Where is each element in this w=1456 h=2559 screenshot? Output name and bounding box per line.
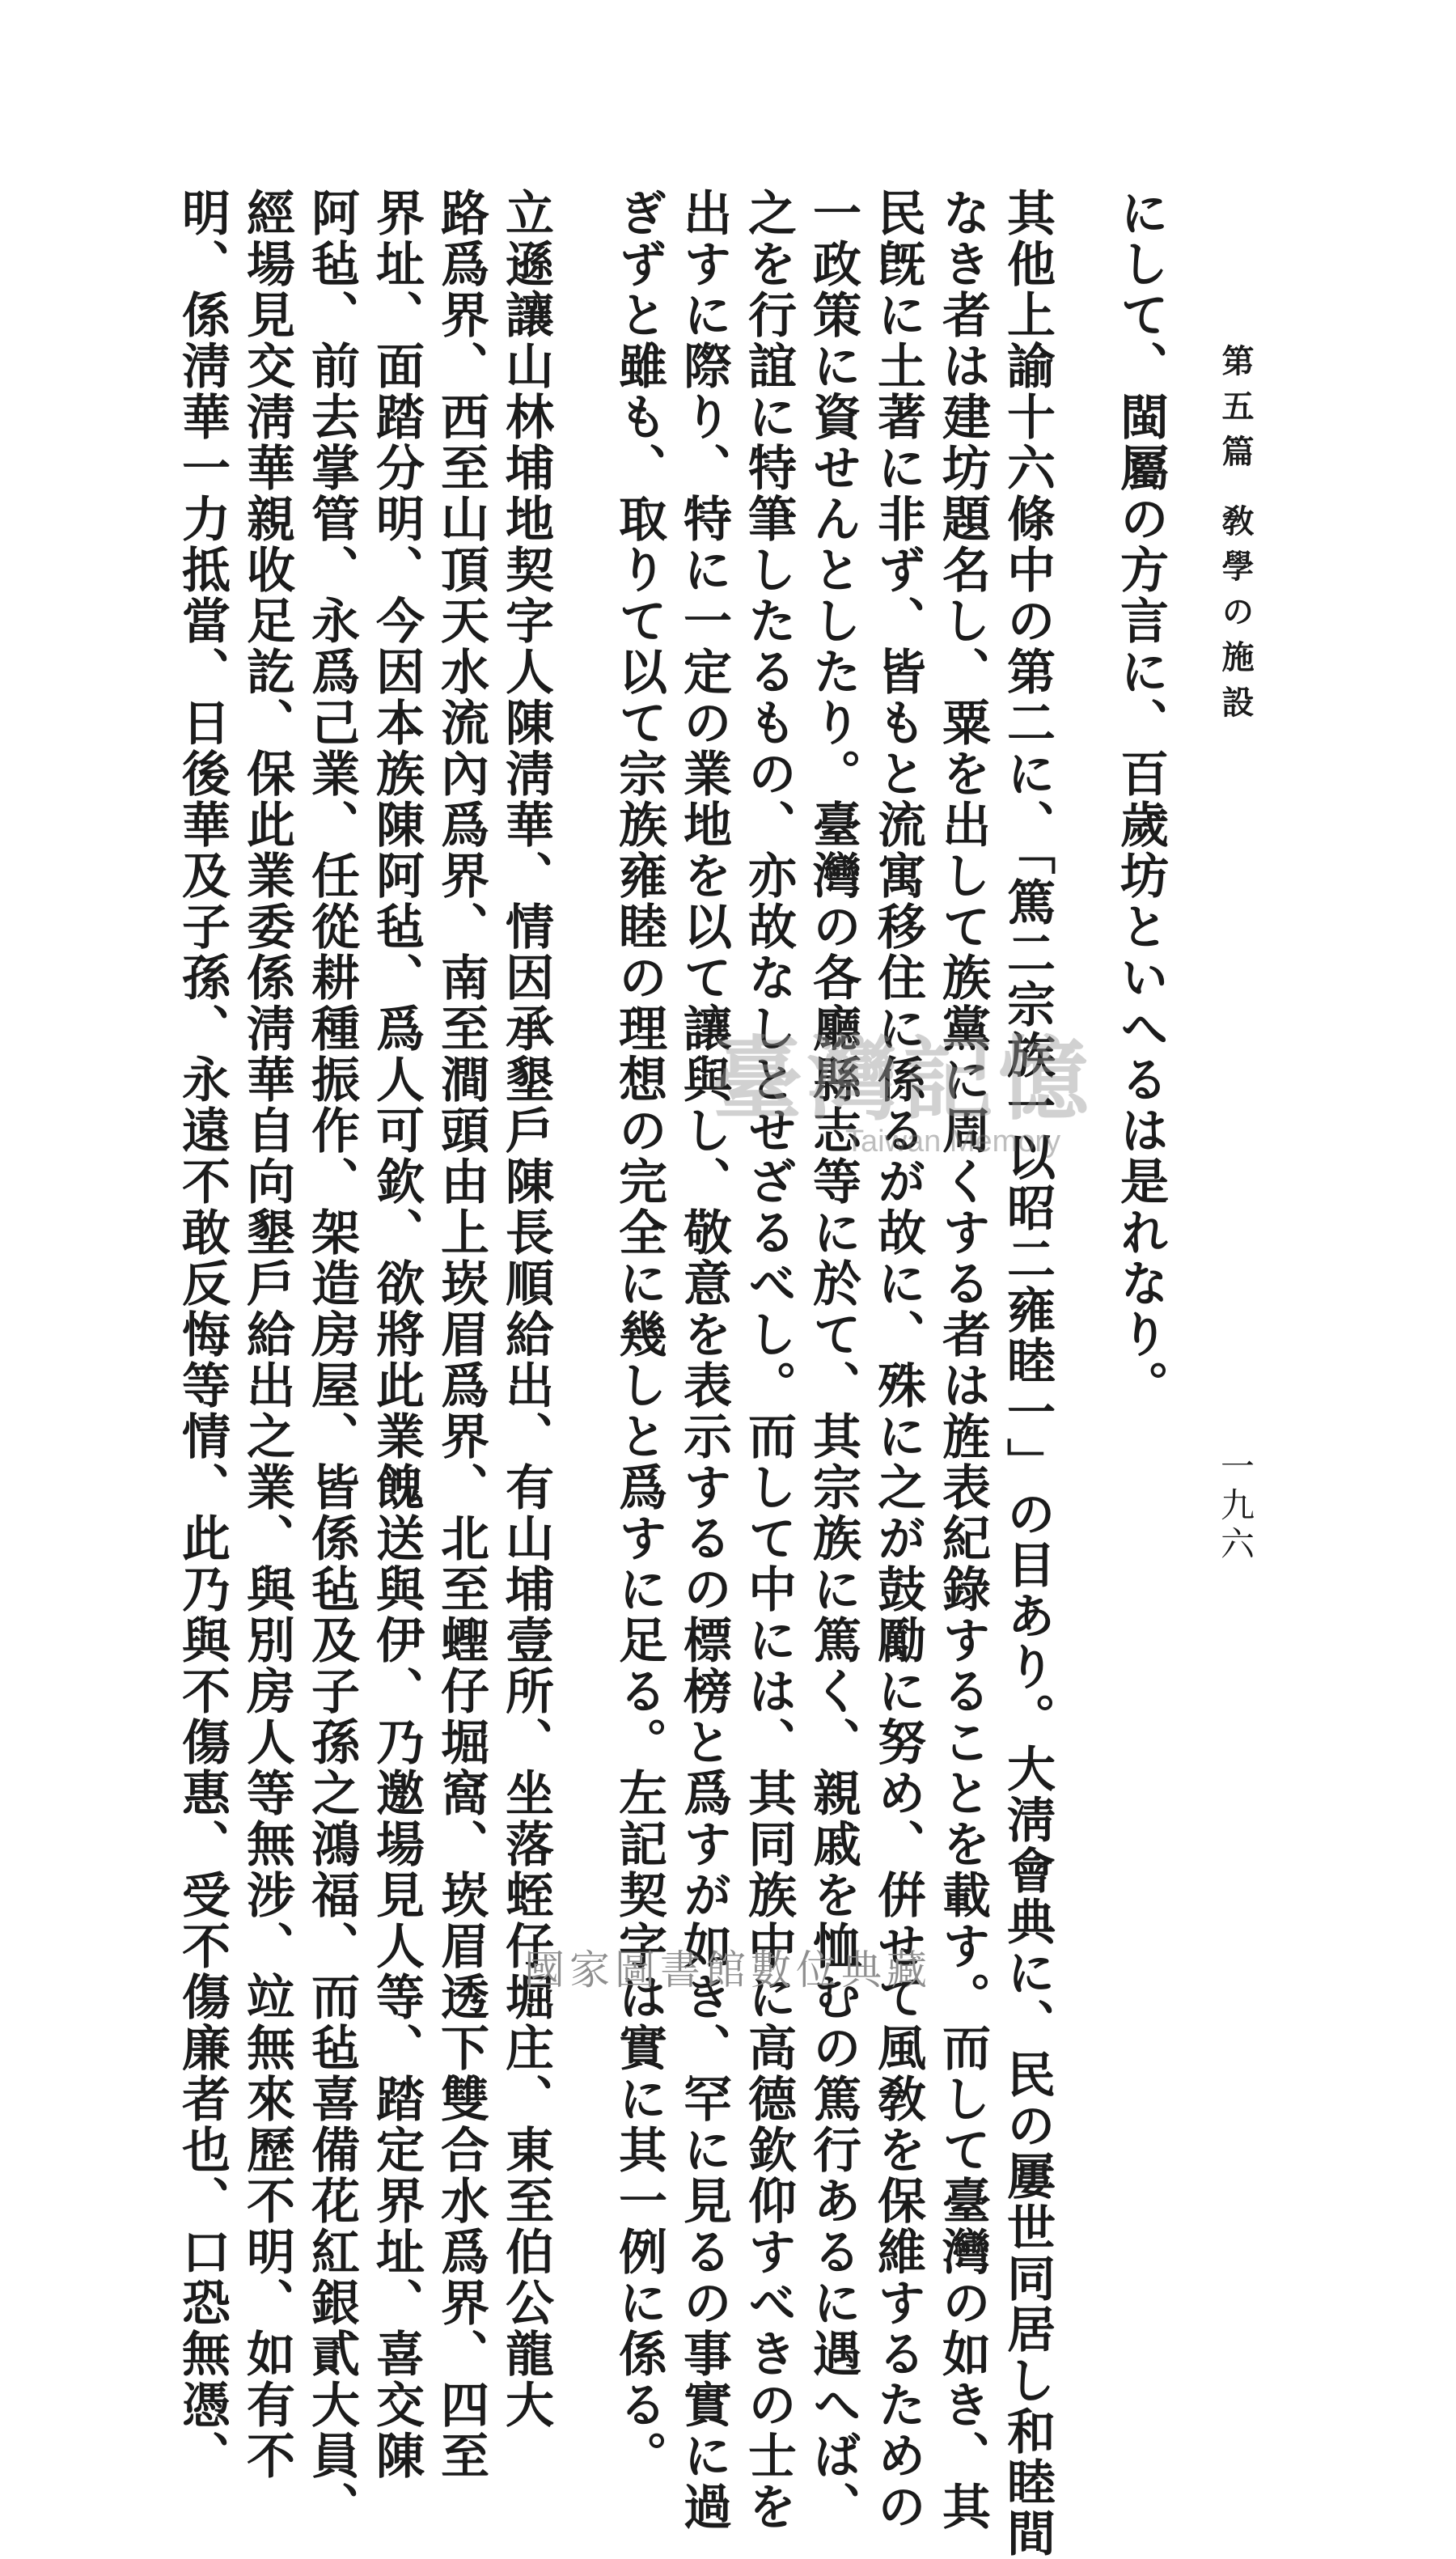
text-column: 其他上諭十六條中の第二に、「篤二宗族一以昭二雍睦一」の目あり。大淸會典に、民の屢世同居し和睦間: [999, 188, 1056, 2559]
footer-credit: 國家圖書館數位典藏: [524, 1947, 932, 1993]
text-column: 界址、面踏分明、今因本族陳阿毡、爲人可欽、欲將此業餽送與伊、乃邀場見人等、踏定界址、喜交陳: [368, 188, 425, 2481]
page-number: 一九六: [1216, 1448, 1255, 1565]
running-head: 第五篇 敎學の施設: [1217, 344, 1255, 731]
taiwan-memory-watermark: [712, 1027, 1165, 1197]
text-column: なき者は建坊題名し、粟を出して族黨に周くする者は旌表紀錄することを載す。而して臺灣の如き、其: [934, 188, 991, 2532]
text-column: 明、係淸華一力抵當、日後華及子孫、永遠不敢反悔等情、此乃與不傷惠、受不傷廉者也、口恐無憑、: [174, 188, 231, 2481]
text-column: 路爲界、西至山頂天水流內爲界、南至澗頭由上崁眉爲界、北至蟶仔堀窩、崁眉透下雙合水爲界、四至: [433, 188, 489, 2481]
text-column: ぎずと雖も、取りて以て宗族雍睦の理想の完全に幾しと爲すに足る。左記契字は實に其一例に係る。: [611, 188, 667, 2481]
watermark-subtitle: Taiwan Memory: [845, 1125, 1061, 1159]
text-column: 立遜讓山林埔地契字人陳淸華、情因承墾戶陳長順給出、有山埔壹所、坐落蛭仔堀庄、東至伯公龍大: [497, 188, 554, 2430]
text-column: 出すに際り、特に一定の業地を以て讓與し、敬意を表示するの標榜と爲すが如き、罕に見るの事實に過: [675, 188, 732, 2532]
text-column: 民旣に土著に非ず、皆もと流寓移住に係るが故に、殊に之が鼓勵に努め、倂せて風敎を保維するための: [870, 188, 926, 2532]
text-column: 阿毡、前去掌管、永爲己業、任從耕種振作、架造房屋、皆係毡及子孫之鴻福、而毡喜備花紅銀貳大員、: [303, 188, 360, 2532]
text-column: 經場見交淸華親收足訖、保此業委係淸華自向墾戶給出之業、與別房人等無涉、竝無來歷不明、如有不: [239, 188, 295, 2481]
text-column: にして、閩屬の方言に、百歲坊といへるは是れなり。: [1112, 188, 1169, 1411]
text-column: 之を行誼に特筆したるもの、亦故なしとせざるべし。而して中には、其同族中に高德欽仰すべきの士を: [740, 188, 797, 2532]
watermark-title: 臺灣記憶: [712, 1027, 1094, 1133]
text-column: 一政策に資せんとしたり。臺灣の各廳縣志等に於て、其宗族に篤く、親戚を恤むの篤行あるに遇へば、: [805, 188, 861, 2532]
